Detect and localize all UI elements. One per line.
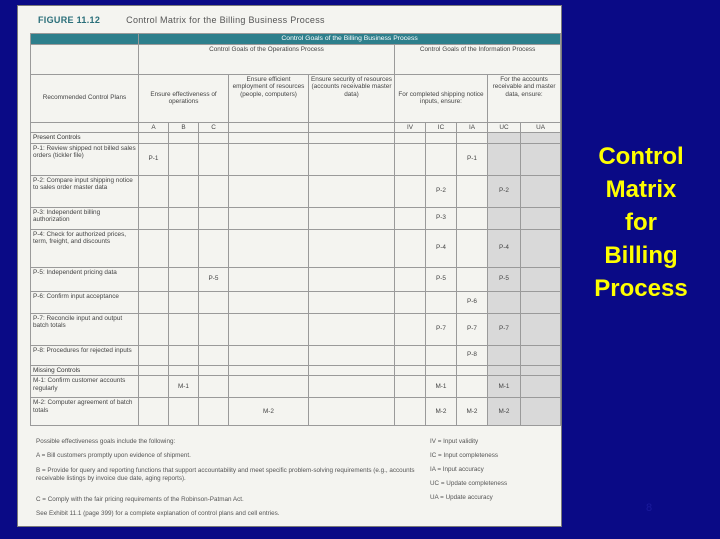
matrix-cell: [229, 291, 309, 313]
matrix-cell: [395, 313, 426, 345]
note-b: B = Provide for query and reporting functions that support accountability and meet specific problem-solving requirements (e.g., accounts receivable listings by invoice due date, aging reports).: [36, 467, 415, 482]
matrix-cell: [309, 313, 395, 345]
matrix-cell: [395, 175, 426, 207]
matrix-cell: [521, 398, 561, 426]
note-ic: IC = Input completeness: [430, 452, 499, 459]
matrix-cell: [521, 267, 561, 291]
table-row: [31, 207, 561, 229]
matrix-cell: [139, 175, 169, 207]
matrix-cell: P-7: [457, 313, 488, 345]
matrix-cell: [169, 175, 199, 207]
code-header: B: [169, 122, 199, 133]
matrix-cell: [139, 398, 169, 426]
table-row: [31, 175, 561, 207]
matrix-cell: [139, 345, 169, 365]
matrix-cell: [199, 175, 229, 207]
matrix-cell: P-4: [488, 229, 521, 267]
matrix-cell: [199, 345, 229, 365]
matrix-cell: M-2: [488, 398, 521, 426]
matrix-cell: [229, 313, 309, 345]
matrix-cell: [229, 376, 309, 398]
matrix-cell: [521, 313, 561, 345]
table-row: [31, 267, 561, 291]
matrix-cell: [229, 175, 309, 207]
code-header: C: [199, 122, 229, 133]
matrix-cell: M-1: [169, 376, 199, 398]
matrix-cell: [457, 376, 488, 398]
matrix-cell: [521, 143, 561, 175]
matrix-cell: [457, 229, 488, 267]
matrix-cell: [488, 207, 521, 229]
matrix-cell: [395, 267, 426, 291]
rec-plans-header: Recommended Control Plans: [31, 74, 139, 122]
matrix-cell: [521, 175, 561, 207]
matrix-cell: P-1: [139, 143, 169, 175]
matrix-cell: [199, 376, 229, 398]
matrix-cell: [395, 345, 426, 365]
ops-group-header: Control Goals of the Operations Process: [139, 44, 395, 74]
matrix-cell: [199, 143, 229, 175]
matrix-cell: [199, 229, 229, 267]
code-header: IV: [395, 122, 426, 133]
accounts-receivable-header: For the accounts receivable and master data, ensure:: [488, 74, 561, 122]
control-matrix-sheet: [18, 6, 561, 526]
title-line: Billing: [604, 242, 678, 269]
header-bar: Control Goals of the Billing Business Process: [139, 34, 561, 45]
table-row: [31, 143, 561, 175]
control-plan-label: P-2: Compare input shipping notice to sales order master data: [31, 175, 139, 207]
matrix-cell: [139, 291, 169, 313]
missing-controls-label: Missing Controls: [31, 365, 139, 376]
note-see: See Exhibit 11.1 (page 399) for a complete explanation of control plans and cell entries.: [36, 510, 280, 517]
matrix-cell: P-4: [426, 229, 457, 267]
matrix-cell: P-3: [426, 207, 457, 229]
note-a: A = Bill customers promptly upon evidence of shipment.: [36, 452, 191, 459]
matrix-cell: P-5: [488, 267, 521, 291]
matrix-cell: [457, 175, 488, 207]
ensure-effectiveness-header: Ensure effectiveness of operations: [139, 74, 229, 122]
control-plan-label: P-6: Confirm input acceptance: [31, 291, 139, 313]
matrix-cell: [229, 345, 309, 365]
matrix-cell: [169, 229, 199, 267]
title-line: Matrix: [605, 176, 677, 203]
matrix-cell: M-1: [426, 376, 457, 398]
matrix-cell: P-5: [199, 267, 229, 291]
matrix-cell: [309, 267, 395, 291]
matrix-cell: [395, 291, 426, 313]
matrix-cell: [309, 345, 395, 365]
matrix-cell: M-2: [229, 398, 309, 426]
table-row: [31, 398, 561, 426]
matrix-cell: [169, 313, 199, 345]
matrix-cell: [457, 267, 488, 291]
matrix-cell: [488, 291, 521, 313]
control-plan-label: P-4: Check for authorized prices, term, freight, and discounts: [31, 229, 139, 267]
code-header: IC: [426, 122, 457, 133]
matrix-cell: [488, 143, 521, 175]
matrix-cell: [229, 143, 309, 175]
matrix-cell: [395, 229, 426, 267]
matrix-cell: [229, 207, 309, 229]
figure-title: Control Matrix for the Billing Business Process: [126, 15, 325, 25]
note-uc: UC = Update completeness: [430, 480, 508, 487]
code-header: UC: [488, 122, 521, 133]
matrix-cell: [169, 207, 199, 229]
matrix-cell: [395, 207, 426, 229]
table-row: [31, 229, 561, 267]
matrix-cell: M-1: [488, 376, 521, 398]
missing-controls-rows: [31, 376, 561, 426]
table-row: [31, 291, 561, 313]
matrix-cell: M-2: [426, 398, 457, 426]
matrix-cell: [139, 207, 169, 229]
note-c: C = Comply with the fair pricing requirements of the Robinson-Patman Act.: [36, 496, 244, 503]
matrix-cell: [199, 313, 229, 345]
matrix-cell: P-5: [426, 267, 457, 291]
matrix-cell: P-1: [457, 143, 488, 175]
page-number: 8: [646, 502, 653, 514]
note-ia: IA = Input accuracy: [430, 466, 484, 473]
matrix-cell: [395, 376, 426, 398]
matrix-cell: [229, 229, 309, 267]
note-ua: UA = Update accuracy: [430, 494, 493, 501]
matrix-cell: [139, 229, 169, 267]
title-line: for: [625, 209, 657, 236]
matrix-cell: [395, 398, 426, 426]
matrix-cell: [309, 291, 395, 313]
matrix-cell: [426, 143, 457, 175]
matrix-cell: [309, 143, 395, 175]
matrix-cell: [309, 398, 395, 426]
control-plan-label: P-1: Review shipped not billed sales orders (tickler file): [31, 143, 139, 175]
matrix-cell: [521, 207, 561, 229]
code-header: A: [139, 122, 169, 133]
matrix-cell: P-8: [457, 345, 488, 365]
table-row: [31, 345, 561, 365]
matrix-cell: [521, 376, 561, 398]
matrix-cell: [309, 376, 395, 398]
matrix-cell: P-7: [426, 313, 457, 345]
control-plan-label: M-1: Confirm customer accounts regularly: [31, 376, 139, 398]
figure-label: FIGURE 11.12: [38, 15, 101, 25]
matrix-cell: [309, 175, 395, 207]
control-plan-label: P-3: Independent billing authorization: [31, 207, 139, 229]
matrix-cell: [426, 291, 457, 313]
control-matrix-table: [30, 33, 561, 426]
ensure-efficient-header: Ensure efficient employment of resources (people, computers): [229, 74, 309, 122]
matrix-cell: [426, 345, 457, 365]
title-line: Process: [594, 275, 688, 302]
note-iv: IV = Input validity: [430, 438, 479, 445]
matrix-cell: P-6: [457, 291, 488, 313]
matrix-cell: [169, 267, 199, 291]
matrix-cell: [521, 291, 561, 313]
matrix-cell: [169, 291, 199, 313]
matrix-cell: [457, 207, 488, 229]
matrix-cell: [199, 398, 229, 426]
control-plan-label: P-5: Independent pricing data: [31, 267, 139, 291]
matrix-cell: [521, 345, 561, 365]
matrix-cell: [309, 207, 395, 229]
control-plan-label: P-8: Procedures for rejected inputs: [31, 345, 139, 365]
notes-intro: Possible effectiveness goals include the following:: [36, 438, 176, 445]
matrix-cell: [169, 345, 199, 365]
matrix-cell: M-2: [457, 398, 488, 426]
matrix-cell: [395, 143, 426, 175]
figure-caption: [38, 15, 325, 25]
matrix-cell: [309, 229, 395, 267]
control-plan-label: M-2: Computer agreement of batch totals: [31, 398, 139, 426]
matrix-cell: [139, 267, 169, 291]
title-line: Control: [598, 143, 684, 170]
control-plan-label: P-7: Reconcile input and output batch totals: [31, 313, 139, 345]
completed-inputs-header: For completed shipping notice inputs, ensure:: [395, 74, 488, 122]
code-header: UA: [521, 122, 561, 133]
matrix-cell: [521, 229, 561, 267]
matrix-cell: [199, 291, 229, 313]
table-row: [31, 313, 561, 345]
matrix-cell: [488, 345, 521, 365]
present-controls-label: Present Controls: [31, 133, 139, 144]
matrix-cell: [199, 207, 229, 229]
ensure-security-header: Ensure security of resources (accounts receivable master data): [309, 74, 395, 122]
matrix-cell: P-2: [488, 175, 521, 207]
slide-title: [568, 140, 714, 305]
table-row: [31, 376, 561, 398]
matrix-cell: [169, 143, 199, 175]
matrix-cell: [229, 267, 309, 291]
matrix-cell: [139, 313, 169, 345]
matrix-cell: [139, 376, 169, 398]
matrix-cell: P-2: [426, 175, 457, 207]
code-header: IA: [457, 122, 488, 133]
info-group-header: Control Goals of the Information Process: [395, 44, 561, 74]
present-controls-rows: [31, 143, 561, 365]
matrix-cell: [169, 398, 199, 426]
matrix-cell: P-7: [488, 313, 521, 345]
